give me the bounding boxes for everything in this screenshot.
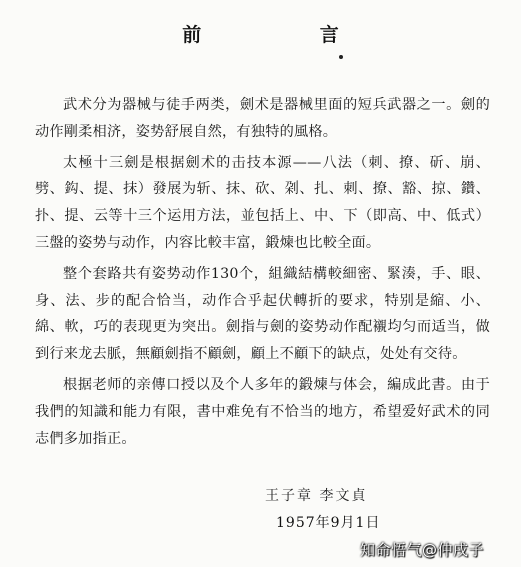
paragraph: 整个套路共有姿势动作130个，組織結構較細密、緊湊，手、眼、身、法、步的配合恰当，动作合乎起伏轉折的要求，特别是縮、小、綿、軟，巧的表现更为突出。劍指与劍的姿势动作配襯均匀而适当，做到行来龙去脈，無顧劍指不顧劍，顧上不顧下的缺点，处处有交待。 [35, 265, 490, 363]
page-title: 前 言 [182, 24, 395, 46]
author-signature: 王子章 李文貞 [265, 488, 368, 504]
paragraph: 太極十三劍是根据劍术的击技本源——八法（刺、撩、斫、崩、劈、鈎、提、抹）發展为斩、抹、砍、刴、扎、刺、撩、豁、掠、鑽、扑、提、云等十三个运用方法，並包括上、中、下（即高、中、低式）三盤的姿势与动作，内容比較丰富，鍛煉也比較全面。 [35, 154, 490, 251]
date-line: 1957年9月1日 [276, 515, 381, 531]
preface-body [35, 92, 490, 456]
ink-speck [339, 55, 343, 59]
paragraph: 武术分为器械与徒手两类，劍术是器械里面的短兵武器之一。劍的动作剛柔相济，姿势舒展自然，有独特的風格。 [35, 97, 490, 140]
paragraph: 根据老师的亲傳口授以及个人多年的鍛煉与体会，編成此書。由于我們的知識和能力有限，書中难免有不恰当的地方，希望爱好武术的同志們多加指正。 [35, 376, 490, 447]
watermark-text: 知命悟气@仲戌子 [360, 541, 485, 559]
